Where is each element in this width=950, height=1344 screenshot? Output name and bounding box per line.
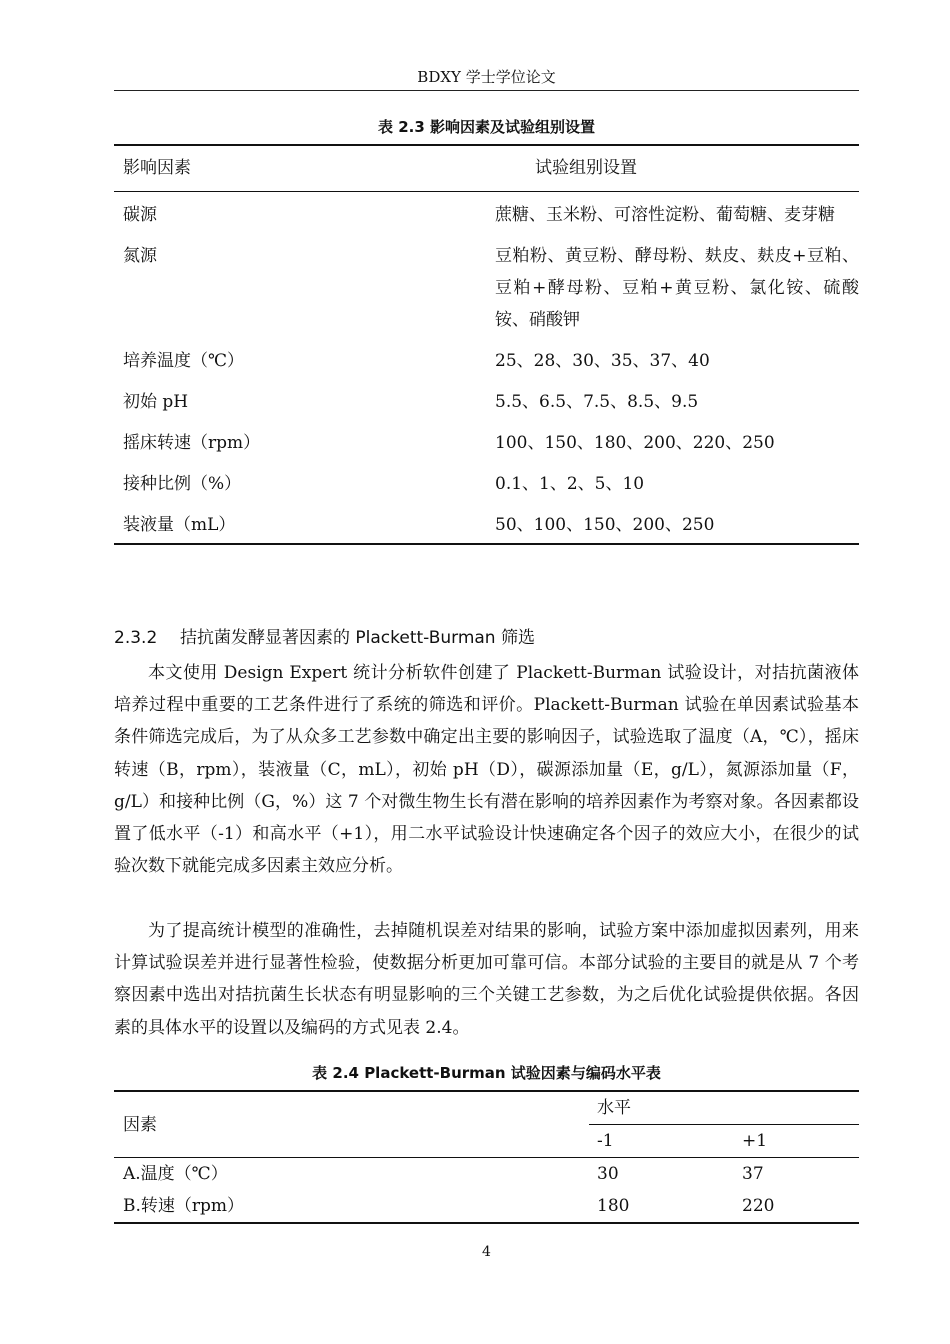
plackett-burman-levels-table — [114, 1090, 859, 1224]
factor-cell: 接种比例（%） — [123, 474, 242, 494]
level-high-header: +1 — [735, 1125, 859, 1158]
settings-cell: 0.1、1、2、5、10 — [495, 474, 645, 494]
table-header-row — [114, 1091, 859, 1125]
table-row — [114, 338, 859, 379]
table1-caption: 表 2.3 影响因素及试验组别设置 — [377, 118, 596, 136]
low-level-cell: 180 — [597, 1196, 630, 1216]
section-number: 2.3.2 — [114, 628, 158, 648]
table-row — [114, 461, 859, 502]
factor-header: 因素 — [123, 1114, 157, 1135]
factor-cell: B.转速（rpm） — [123, 1196, 245, 1216]
factor-cell: 摇床转速（rpm） — [123, 433, 261, 453]
page-number: 4 — [482, 1244, 491, 1260]
settings-cell: 蔗糖、玉米粉、可溶性淀粉、葡萄糖、麦芽糖 — [495, 205, 835, 225]
column-header: 影响因素 — [123, 158, 191, 178]
settings-cell: 100、150、180、200、220、250 — [495, 433, 775, 453]
table-row — [114, 1190, 859, 1223]
factor-cell: 氮源 — [123, 246, 157, 266]
factor-cell: A.温度（℃） — [123, 1164, 228, 1184]
body-paragraph: 为了提高统计模型的准确性，去掉随机误差对结果的影响，试验方案中添加虚拟因素列，用来计算试验误差并进行显著性检验，使数据分析更加可靠可信。本部分试验的主要目的就是从 7 个考察因素中选出对拮抗菌生长状态有明显影响的三个关键工艺参数，为之后优化试验提供依据。各因素的具体水平的设置以及编码的方式见表 2.4。 — [114, 921, 859, 1038]
column-header: 试验组别设置 — [535, 158, 637, 178]
factor-settings-table — [114, 144, 859, 545]
section-heading — [114, 623, 535, 648]
body-paragraph: 本文使用 Design Expert 统计分析软件创建了 Plackett-Burman 试验设计，对拮抗菌液体培养过程中重要的工艺条件进行了系统的筛选和评价。Plackett-Burman 试验在单因素试验基本条件筛选完成后，为了从众多工艺参数中确定出主要的影响因子，试验选取了温度（A，℃），摇床转速（B，rpm），装液量（C，mL），初始 pH（D），碳源添加量（E，g/L），氮源添加量（F，g/L）和接种比例（G，%）这 7 个对微生物生长有潜在影响的培养因素作为考察对象。各因素都设置了低水平（-1）和高水平（+1），用二水平试验设计快速确定各个因子的效应大小，在很少的试验次数下就能完成多因素主效应分析。 — [114, 663, 859, 877]
factor-cell: 碳源 — [123, 205, 157, 225]
settings-cell: 豆粕粉、黄豆粉、酵母粉、麸皮、麸皮+豆粕、豆粕+酵母粉、豆粕+黄豆粉、氯化铵、硫酸铵、硝酸钾 — [495, 246, 859, 330]
section-title: 拮抗菌发酵显著因素的 Plackett-Burman 筛选 — [180, 628, 535, 648]
level-header: 水平 — [597, 1098, 631, 1118]
low-level-cell: 30 — [597, 1164, 619, 1184]
header-rule — [114, 90, 859, 91]
running-header: BDXY 学士学位论文 — [417, 68, 556, 86]
factor-cell: 培养温度（℃） — [123, 351, 245, 371]
factor-cell: 初始 pH — [123, 392, 189, 412]
table-row — [114, 192, 859, 234]
table-row — [114, 379, 859, 420]
settings-cell: 25、28、30、35、37、40 — [495, 351, 710, 371]
settings-cell: 50、100、150、200、250 — [495, 515, 715, 535]
table-row — [114, 502, 859, 544]
high-level-cell: 37 — [742, 1164, 764, 1184]
table2-caption: 表 2.4 Plackett-Burman 试验因素与编码水平表 — [312, 1064, 661, 1082]
level-low-header: -1 — [589, 1125, 735, 1158]
table-row — [114, 233, 859, 338]
settings-cell: 5.5、6.5、7.5、8.5、9.5 — [495, 392, 699, 412]
table-row — [114, 420, 859, 461]
high-level-cell: 220 — [742, 1196, 775, 1216]
table-row — [114, 1158, 859, 1191]
factor-cell: 装液量（mL） — [123, 515, 236, 535]
